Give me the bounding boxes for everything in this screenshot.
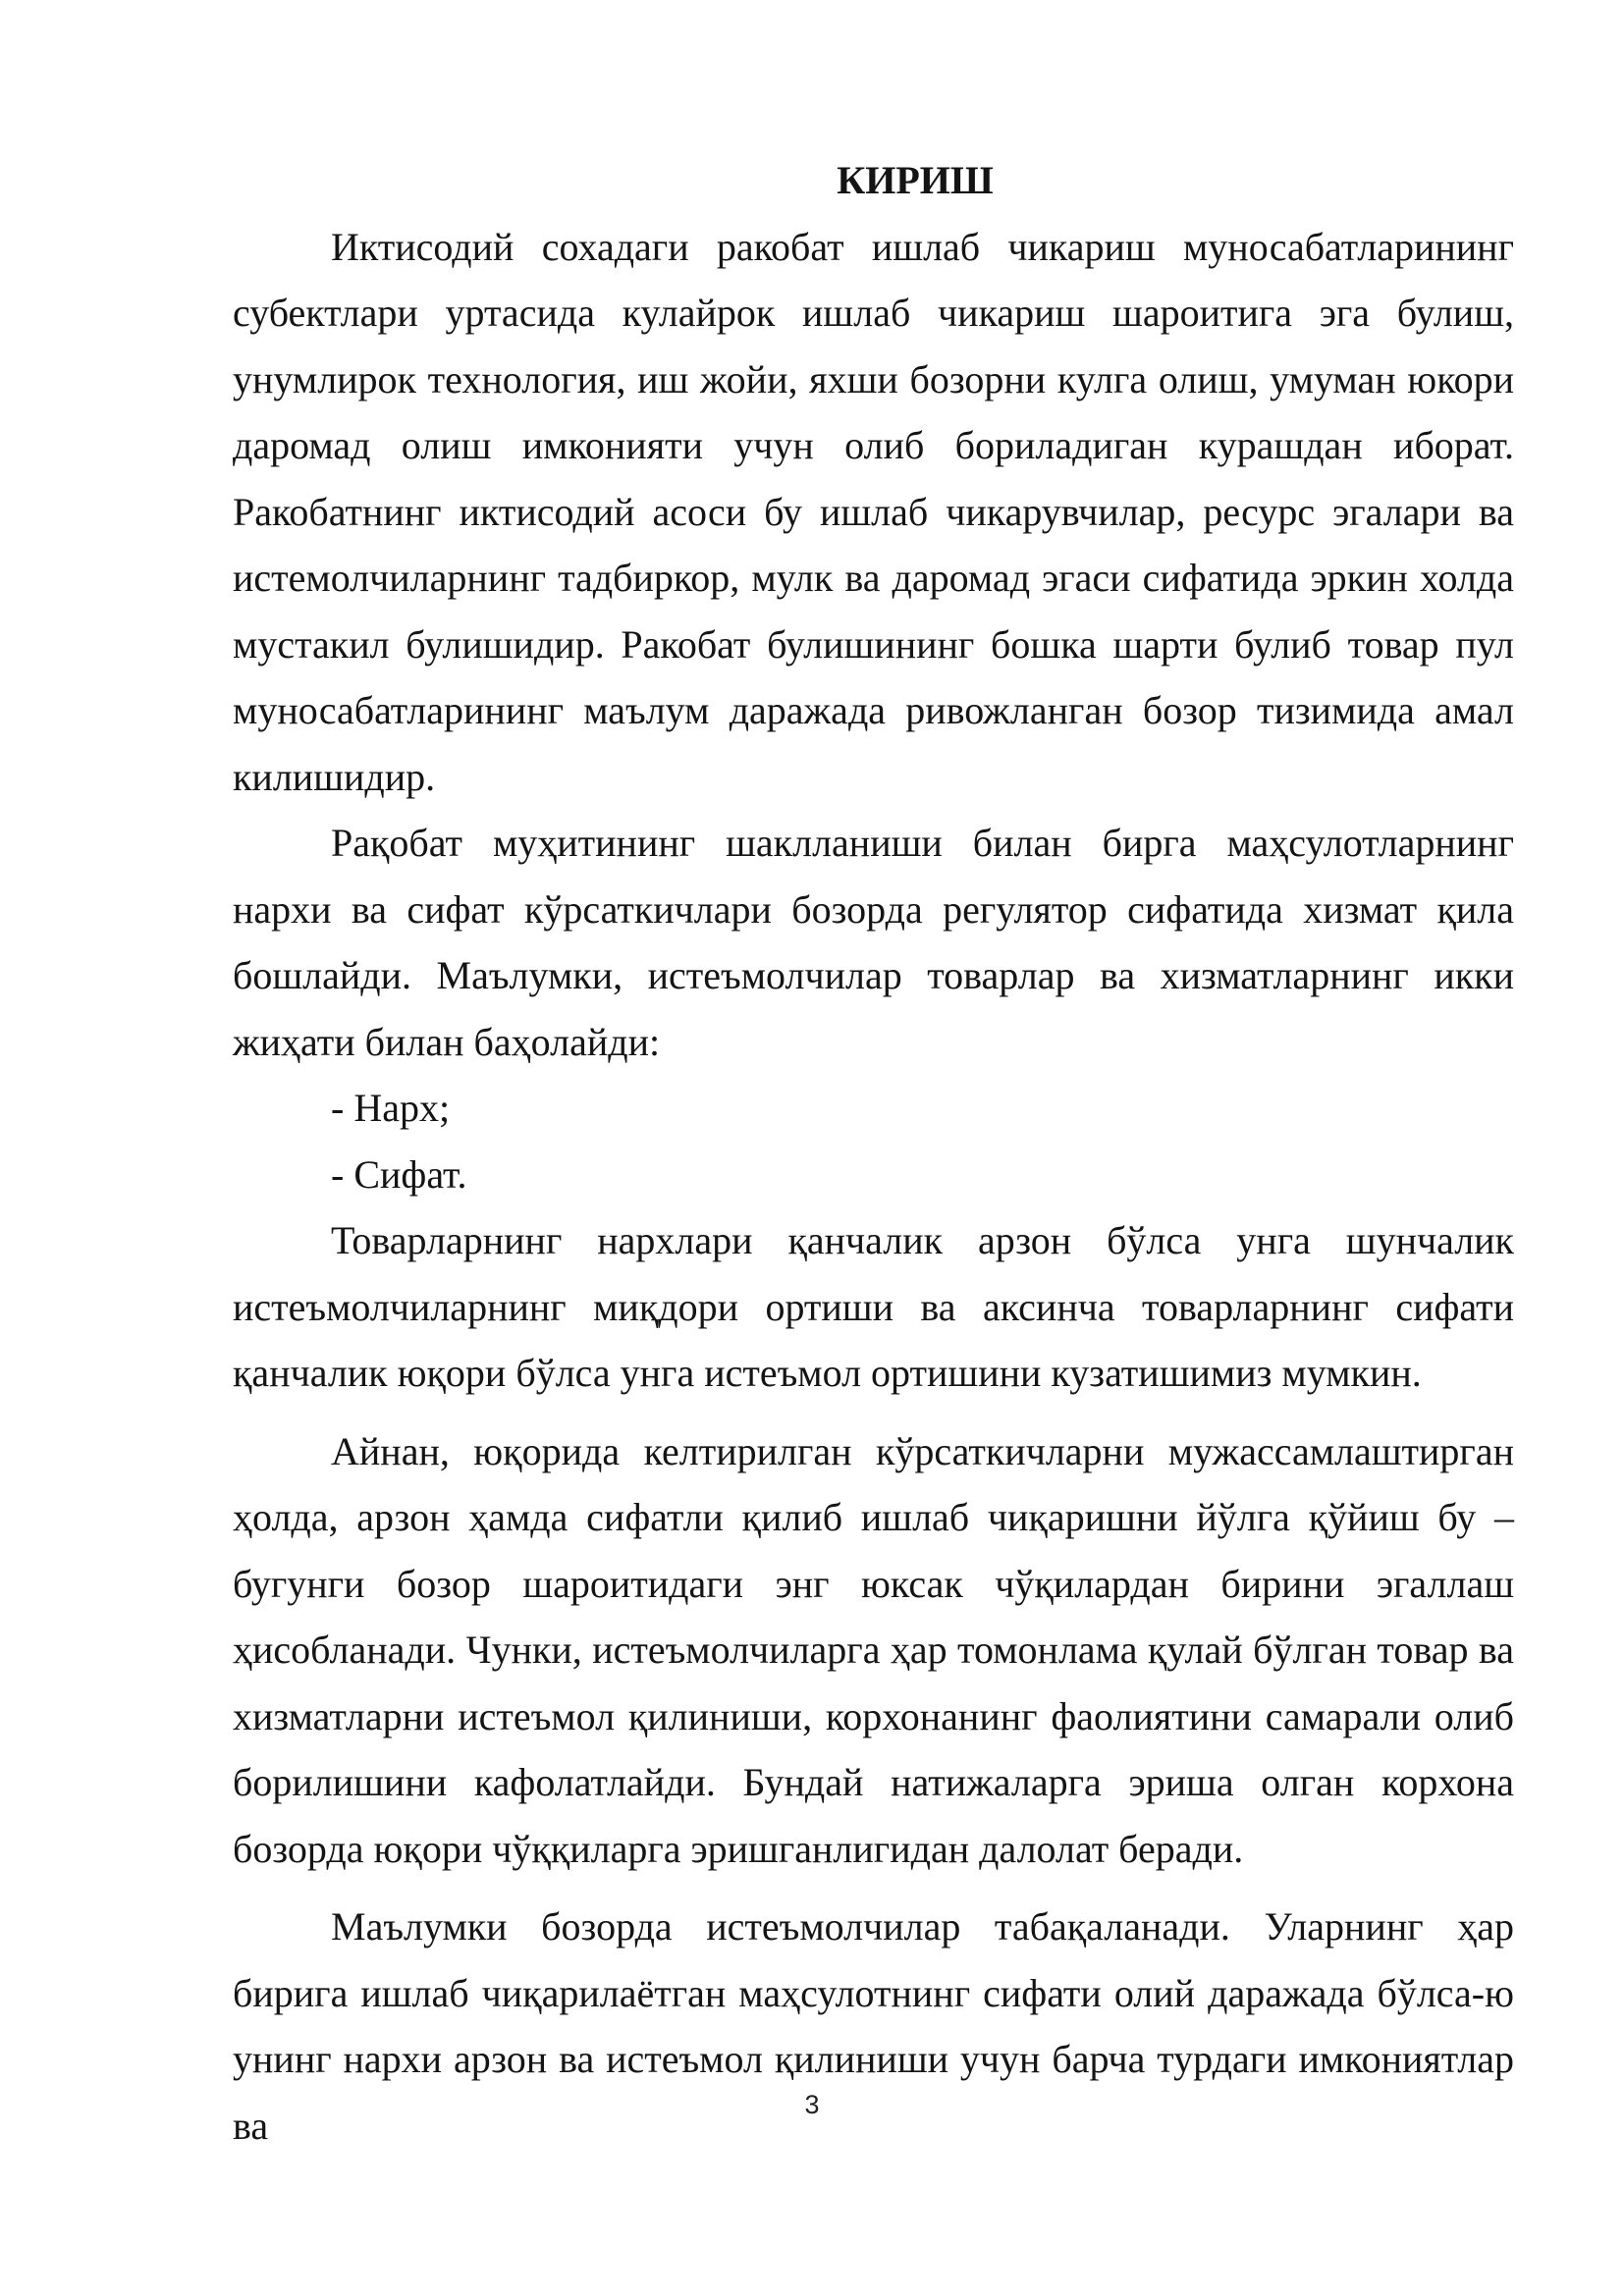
list-item-quality: - Сифат. [331, 1151, 467, 1197]
list-item-price: - Нарх; [331, 1086, 451, 1130]
paragraph-competition-definition: Иктисодий сохадаги ракобат ишлаб чикариш муносабатларининг субектлари уртасида кулайрок ишлаб чикариш шароитига эга булиш, унумлирок технология, иш жойи, яхши бозорни кулга олиш, умуман юкори даромад олиш имконияти учун олиб бориладиган курашдан иборат. Ракобатнинг иктисодий асоси бу ишлаб чикарувчилар, ресурс эгалари ва истемолчиларнинг тадбиркор, мулк ва даромад эгаси сифатида эркин холда мустакил булишидир. Ракобат булишининг бошка шарти булиб товар пул муносабатларининг маълум даражада ривожланган бозор тизимида амал килишидир. [233, 224, 1514, 799]
document-body [233, 147, 1514, 2159]
paragraph-cheap-quality-production: Айнан, юқорида келтирилган кўрсаткичларни мужассамлаштирган ҳолда, арзон ҳамда сифатли қилиб ишлаб чиқаришни йўлга қўйиш бу – бугунги бозор шароитидаги энг юксак чўқилардан бирини эгаллаш ҳисобланади. Чунки, истеъмолчиларга ҳар томонлама қулай бўлган товар ва хизматларни истеъмол қилиниши, корхонанинг фаолиятини самарали олиб борилишини кафолатлайди. Бундай натижаларга эриша олган корхона бозорда юқори чўққиларга эришганлигидан далолат беради. [233, 1428, 1514, 1871]
page-title: КИРИШ [837, 158, 994, 202]
paragraph-price-quality-demand: Товарларнинг нархлари қанчалик арзон бўлса унга шунчалик истеъмолчиларнинг миқдори ортиши ва аксинча товарларнинг сифати қанчалик юқори бўлса унга истеъмол ортишини кузатишимиз мумкин. [233, 1218, 1514, 1395]
paragraph-consumer-segmentation: Маълумки бозорда истеъмолчилар табақаланади. Уларнинг ҳар бирига ишлаб чиқарилаётган маҳсулотнинг сифати олий даражада бўлса-ю унинг нархи арзон ва истеъмол қилиниши учун барча турдаги имкониятлар ва [233, 1904, 1514, 2148]
paragraph-competitive-environment: Рақобат муҳитининг шаклланиши билан бирга маҳсулотларнинг нархи ва сифат кўрсаткичлари бозорда регулятор сифатида хизмат қила бошлайди. Маълумки, истеъмолчилар товарлар ва хизматларнинг икки жиҳати билан баҳолайди: [233, 821, 1514, 1064]
page-number: 3 [804, 2090, 820, 2119]
